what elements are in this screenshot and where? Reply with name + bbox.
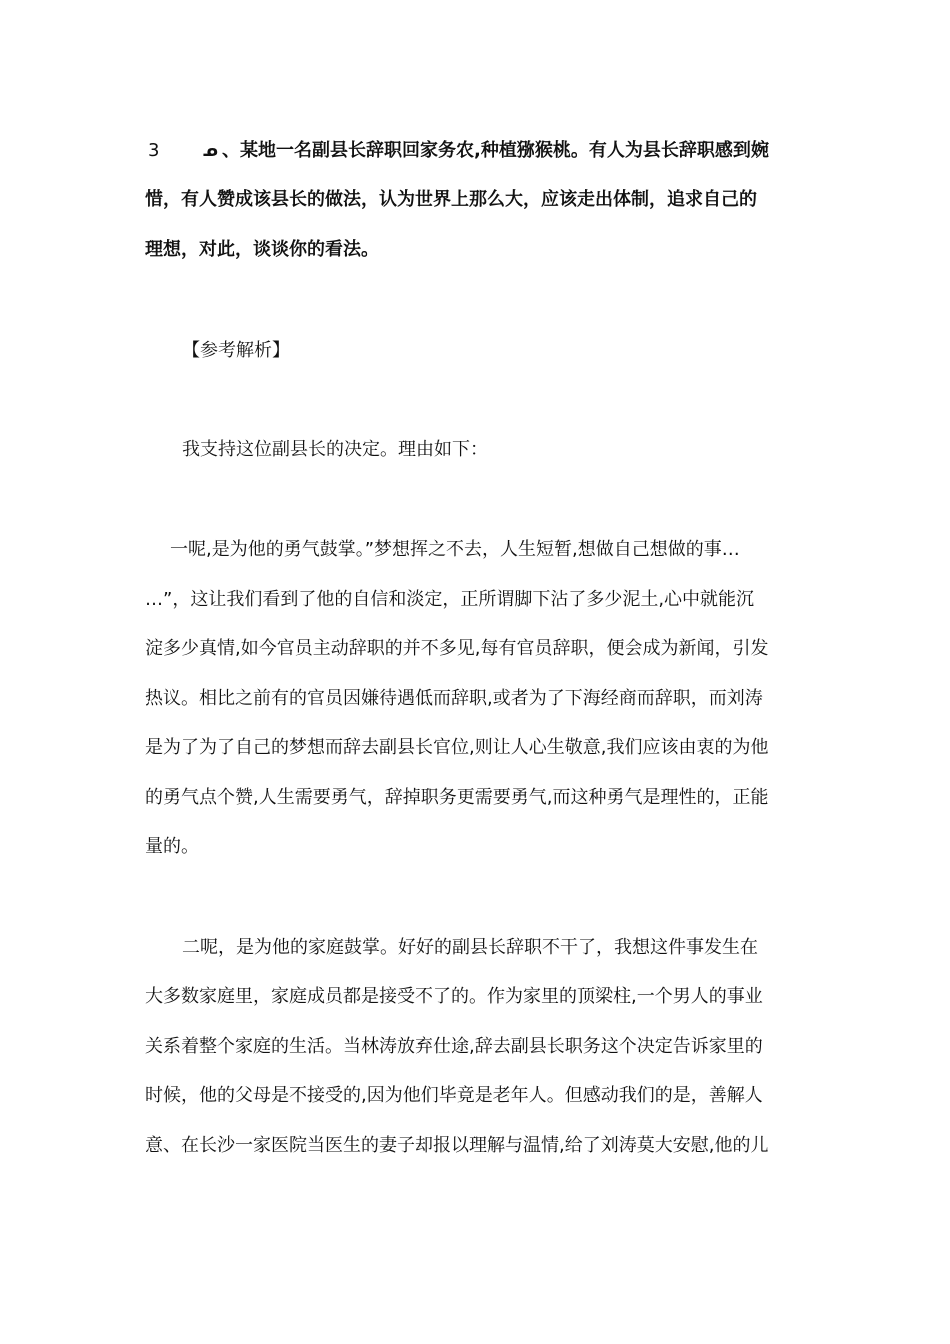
paragraph2-line-2: 大多数家庭里，家庭成员都是接受不了的。作为家里的顶梁柱,一个男人的事业 (145, 986, 763, 1007)
paragraph1-line-6: 的勇气点个赞,人生需要勇气，辞掉职务更需要勇气,而这种勇气是理性的，正能 (145, 787, 769, 808)
paragraph1-line-4: 热议。相比之前有的官员因嫌待遇低而辞职,或者为了下海经商而辞职，而刘涛 (145, 688, 763, 709)
question-line-3: 理想，对此，谈谈你的看法。 (145, 239, 379, 260)
paragraph2-line-3: 关系着整个家庭的生活。当林涛放弃仕途,辞去副县长职务这个决定告诉家里的 (145, 1036, 763, 1057)
paragraph1-line-2: …”，这让我们看到了他的自信和淡定，正所谓脚下沾了多少泥土,心中就能沉 (145, 589, 755, 610)
paragraph1-line-7: 量的。 (145, 836, 199, 857)
question-line-2: 惜，有人赞成该县长的做法，认为世界上那么大，应该走出体制，追求自己的 (145, 189, 757, 210)
question-number: 3 (148, 140, 160, 161)
reference-heading: 【参考解析】 (182, 340, 290, 361)
question-marker: ᓄ (203, 141, 218, 160)
paragraph2-line-4: 时候，他的父母是不接受的,因为他们毕竟是老年人。但感动我们的是，善解人 (145, 1085, 763, 1106)
intro-text: 我支持这位副县长的决定。理由如下： (182, 439, 488, 460)
paragraph1-line-3: 淀多少真情,如今官员主动辞职的并不多见,每有官员辞职，便会成为新闻，引发 (145, 638, 769, 659)
paragraph2-line-5: 意、在长沙一家医院当医生的妻子却报以理解与温情,给了刘涛莫大安慰,他的儿 (145, 1135, 769, 1156)
paragraph2-line-1: 二呢，是为他的家庭鼓掌。好好的副县长辞职不干了，我想这件事发生在 (182, 937, 758, 958)
question-line-1: 、某地一名副县长辞职回家务农,种植猕猴桃。有人为县长辞职感到婉 (222, 140, 769, 161)
paragraph1-line-1: 一呢,是为他的勇气鼓掌。”梦想挥之不去，人生短暂,想做自己想做的事… (170, 539, 740, 560)
paragraph1-line-5: 是为了为了自己的梦想而辞去副县长官位,则让人心生敬意,我们应该由衷的为他 (145, 737, 769, 758)
